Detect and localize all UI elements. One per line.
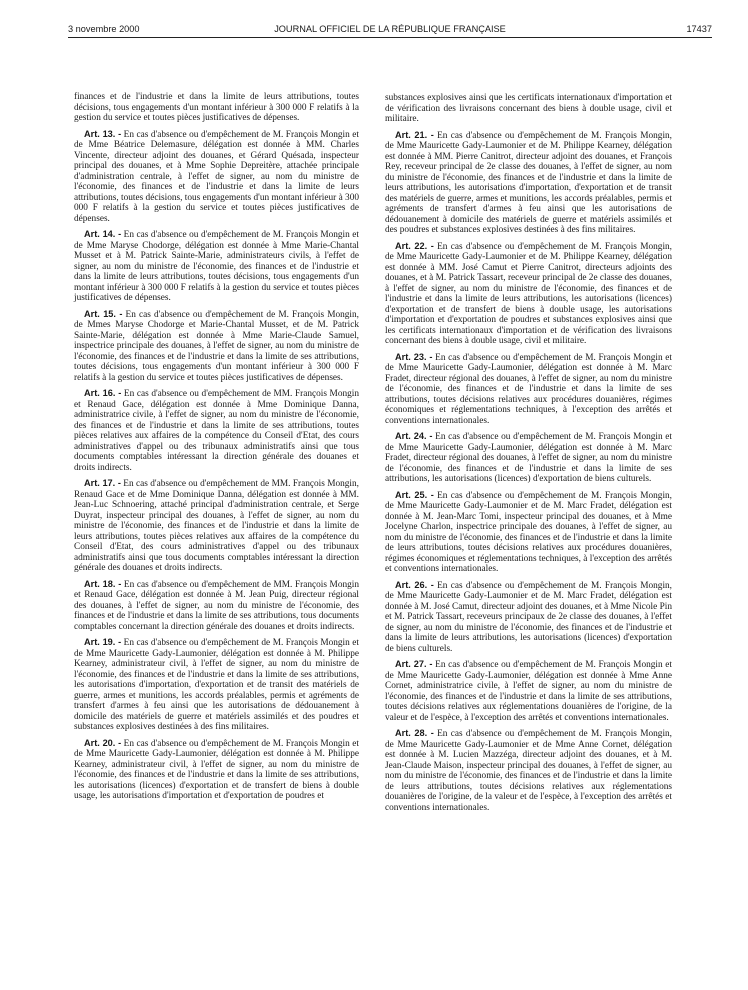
article-label: Art. 15. - xyxy=(84,308,123,319)
article-text: En cas d'absence ou d'empêchement de M. François Mongin, de Mme Mauricette Gady-Laumonier et de M. Philippe Kearney, délégation est donnée à MM. José Camut et Pierre Canitrot, directeurs adjoints des douanes, et à M. Patrick Tassart, receveur principal de 2e classe des douanes, à l'effet de signer, au nom du ministre de l'économie, des finances et de l'industrie et dans la limite de leurs attributions, les autorisations (licences) d'exportation et de transfert de biens à double usage, les autorisations d'importation et d'exportation de poudres et substances explosives ainsi que les certificats internationaux d'importation et de vérification des livraisons concernant des biens à double usage, civil et militaire. xyxy=(385,241,673,346)
article-paragraph xyxy=(385,580,672,655)
article-text: En cas d'absence ou d'empêchement de M. François Mongin et de Mme Mauricette Gady-Laumonier, délégation est donnée à M. Philippe Kearney, administrateur civil, à l'effet de signer, au nom du ministre de l'économie, des finances et de l'industrie et dans la limite de ses attributions, les autorisations (licences) d'exportation et de transfert de biens à double usage, les autorisations d'importation et d'exportation de poudres et xyxy=(74,738,359,801)
article-paragraph xyxy=(385,728,672,813)
article-label: Art. 27. - xyxy=(395,659,433,669)
article-paragraph xyxy=(385,241,672,347)
article-text: En cas d'absence ou d'empêchement de M. François Mongin, de Mme Mauricette Gady-Laumonier et de M. Marc Fradet, délégation est donnée à M. Jean-Marc Tomi, inspecteur principal des douanes, et à Mme Jocelyne Charlon, inspectrice principale des douanes, à l'effet de signer, au nom du ministre de l'économie, des finances et de l'industrie et dans la limite de leurs attributions, toutes décisions relatives aux procédures douanières, régimes économiques et réglementations techniques, à l'exception des arrêtés et conventions internationales. xyxy=(385,490,673,574)
article-label: Art. 28. - xyxy=(395,728,434,738)
page-number: 17437 xyxy=(686,24,712,34)
article-text: En cas d'absence ou d'empêchement de M. François Mongin et de Mme Béatrice Delemasure, délégation est donnée à MM. Charles Vincente, directeur adjoint des douanes, et Gérard Quésada, inspecteur principal des douanes, et à Mme Sophie Depreitère, attachée principale d'administration centrale, à l'effet de signer, au nom du ministre de l'économie, des finances et de l'industrie et dans la limite de leurs attributions, toutes décisions, tous engagements d'un montant inférieur à 300 000 F relatifs à la gestion du service et toutes pièces justificatives de dépenses. xyxy=(74,129,359,224)
article-text: En cas d'absence ou d'empêchement de M. François Mongin et de Mme Maryse Chodorge, délégation est donnée à Mme Marie-Chantal Musset et à M. Patrick Sainte-Marie, administrateurs civils, à l'effet de signer, au nom du ministre de l'économie, des finances et de l'industrie et dans la limite de leurs attributions, toutes décisions, tous engagements d'un montant inférieur à 300 000 F relatifs à la gestion du service et toutes pièces justificatives de dépenses. xyxy=(74,230,359,303)
article-text: finances et de l'industrie et dans la limite de leurs attributions, toutes décisions, tous engagements d'un montant inférieur à 300 000 F relatifs à la gestion du service et toutes pièces justificatives de dépenses. xyxy=(74,92,359,123)
article-label: Art. 24. - xyxy=(395,431,433,441)
article-paragraph xyxy=(74,738,359,802)
article-text: En cas d'absence ou d'empêchement de M. François Mongin, de Mme Mauricette Gady-Laumonier et de M. Marc Fradet, délégation est donnée à M. José Camut, directeur adjoint des douanes, et à Mme Nicole Pin et M. Patrick Tassart, receveurs principaux de 2e classe des douanes, à l'effet de signer, au nom du ministre de l'économie, des finances et de l'industrie et dans la limite de leurs attributions, les autorisations (licences) d'exportation de biens culturels. xyxy=(385,580,673,654)
article-paragraph xyxy=(385,431,672,485)
article-text: En cas d'absence ou d'empêchement de M. François Mongin et de Mme Mauricette Gady-Laumonier, délégation est donnée à M. Marc Fradet, directeur régional des douanes, à l'effet de signer, au nom du ministre de l'économie, des finances et de l'industrie et dans la limite de ses attributions, les autorisations (licences) d'exportation de biens culturels. xyxy=(385,432,673,484)
article-text: En cas d'absence ou d'empêchement de M. François Mongin, de Mme Mauricette Gady-Laumonier et de Mme Anne Cornet, délégation est donnée à M. Lucien Mazzéga, directeur adjoint des douanes, et à M. Jean-Claude Maison, inspecteur principal des douanes, à l'effet de signer, au nom du ministre de l'économie, des finances et de l'industrie et dans la limite de leurs attributions, toutes décisions relatives aux réglementations douanières de l'origine, de la valeur et de l'espèce, à l'exception des arrêtés et conventions internationales. xyxy=(385,729,673,813)
header-rule xyxy=(68,37,712,38)
article-label: Art. 22. - xyxy=(395,240,434,251)
article-label: Art. 26. - xyxy=(395,579,434,590)
article-text: En cas d'absence ou d'empêchement de MM. François Mongin et Renaud Gace, délégation est donnée à M. Jean Puig, directeur régional des douanes, à l'effet de signer, au nom du ministre de l'économie, des finances et de l'industrie et dans la limite de ses attributions, tous documents comptables concernant la direction générale des douanes et droits indirects. xyxy=(74,579,359,632)
article-text: En cas d'absence ou d'empêchement de M. François Mongin et de Mme Mauricette Gady-Laumonier, délégation est donnée à M. Marc Fradet, directeur régional des douanes, à l'effet de signer, au nom du ministre de l'économie, des finances et de l'industrie et dans la limite de ses attributions, toutes décisions relatives aux procédures douanières, régimes économiques et réglementations techniques, à l'exception des arrêtés et conventions internationales. xyxy=(385,352,673,426)
article-label: Art. 14. - xyxy=(84,229,122,239)
article-paragraph xyxy=(74,309,359,384)
article-label: Art. 16. - xyxy=(84,388,122,398)
journal-title: JOURNAL OFFICIEL DE LA RÉPUBLIQUE FRANÇAISE xyxy=(274,24,506,34)
article-text: En cas d'absence ou d'empêchement de M. François Mongin, de Mmes Maryse Chodorge et Marie-Chantal Musset, et de M. Patrick Sainte-Marie, délégation est donnée à Mme Marie-Claude Samuel, inspectrice principale des douanes, à l'effet de signer, au nom du ministre de l'économie, des finances et de l'industrie et dans la limite de ses attributions, toutes décisions, tous engagements d'un montant inférieur à 300 000 F relatifs à la gestion du service et toutes pièces justificatives de dépenses. xyxy=(74,309,359,383)
article-text: substances explosives ainsi que les certificats internationaux d'importation et de vérification des livraisons concernant des biens à double usage, civil et militaire. xyxy=(385,93,672,124)
article-text: En cas d'absence ou d'empêchement de M. François Mongin et de Mme Mauricette Gady-Laumonier, délégation est donnée à Mme Anne Cornet, administratrice civile, à l'effet de signer, au nom du ministre de l'économie, des finances et de l'industrie et dans la limite de ses attributions, toutes décisions relatives aux réglementations douanières de l'origine, de la valeur et de l'espèce, à l'exception des arrêtés et conventions internationales. xyxy=(385,660,673,723)
right-column xyxy=(385,93,672,818)
article-text: En cas d'absence ou d'empêchement de MM. François Mongin, Renaud Gace et de Mme Dominique Danna, délégation est donnée à MM. Jean-Luc Schnoering, attaché principal d'administration centrale, et Serge Duyrat, inspecteur principal des douanes, à l'effet de signer, au nom du ministre de l'économie, des finances et de l'industrie et dans la limite de leurs attributions, toutes pièces relatives aux affaires de la compétence du Conseil d'Etat, des cours administratives d'appel ou des tribunaux administratifs ainsi que tous documents comptables intéressant la direction générale des douanes et droits indirects. xyxy=(74,479,359,573)
article-text: En cas d'absence ou d'empêchement de MM. François Mongin et Renaud Gace, délégation est donnée à Mme Dominique Danna, administratrice civile, à l'effet de signer, au nom du ministre de l'économie, des finances et de l'industrie et dans la limite de ses attributions, toutes pièces relatives aux affaires de la compétence du Conseil d'Etat, des cours administratives d'appel ou des tribunaux administratifs ainsi que tous documents comptables intéressant la direction générale des douanes et droits indirects. xyxy=(74,389,359,473)
article-paragraph xyxy=(385,490,672,575)
article-label: Art. 20. - xyxy=(84,737,122,748)
continued-paragraph xyxy=(74,92,359,124)
article-paragraph xyxy=(385,659,672,723)
continued-paragraph xyxy=(385,93,672,125)
article-text: En cas d'absence ou d'empêchement de M. François Mongin, de Mme Mauricette Gady-Laumonier et de M. Philippe Kearney, délégation est donnée à MM. Pierre Canitrot, directeur adjoint des douanes, et François Rey, receveur principal de 2e classe des douanes, à l'effet de signer, au nom du ministre de l'économie, des finances et de l'industrie et dans la limite de leurs attributions, les autorisations d'importation, d'exportation et de transit des matériels de guerre, armes et munitions, les accords préalables, permis et agréments de transfert d'armes à feu ainsi que les autorisations de dédouanement à domicile des matériels de guerre et matériels assimilés et des poudres et substances explosives destinées à des fins militaires. xyxy=(385,130,673,235)
article-label: Art. 23. - xyxy=(395,351,433,362)
left-column xyxy=(74,92,359,807)
article-paragraph xyxy=(385,352,672,427)
article-label: Art. 25. - xyxy=(395,489,434,500)
article-text: En cas d'absence ou d'empêchement de M. François Mongin et de Mme Mauricette Gady-Laumonier, délégation est donnée à M. Philippe Kearney, administrateur civil, à l'effet de signer, au nom du ministre de l'économie, des finances et de l'industrie et dans la limite de ses attributions, les autorisations d'importation, d'exportation et de transit des matériels de guerre, armes et munitions, les accords préalables, permis et agréments de transfert d'armes à feu ainsi que les autorisations de dédouanement à domicile des matériels de guerre et matériels assimilés et des poudres et substances explosives destinées à des fins militaires. xyxy=(74,638,359,732)
article-paragraph xyxy=(74,478,359,574)
article-paragraph xyxy=(74,637,359,733)
article-label: Art. 13. - xyxy=(84,128,122,139)
article-label: Art. 21. - xyxy=(395,129,434,140)
article-label: Art. 18. - xyxy=(84,578,122,589)
article-label: Art. 19. - xyxy=(84,637,122,647)
article-paragraph xyxy=(74,579,359,633)
issue-date: 3 novembre 2000 xyxy=(68,24,140,34)
article-paragraph xyxy=(385,130,672,236)
article-paragraph xyxy=(74,388,359,473)
article-paragraph xyxy=(74,129,359,225)
article-paragraph xyxy=(74,229,359,304)
article-label: Art. 17. - xyxy=(84,478,121,488)
